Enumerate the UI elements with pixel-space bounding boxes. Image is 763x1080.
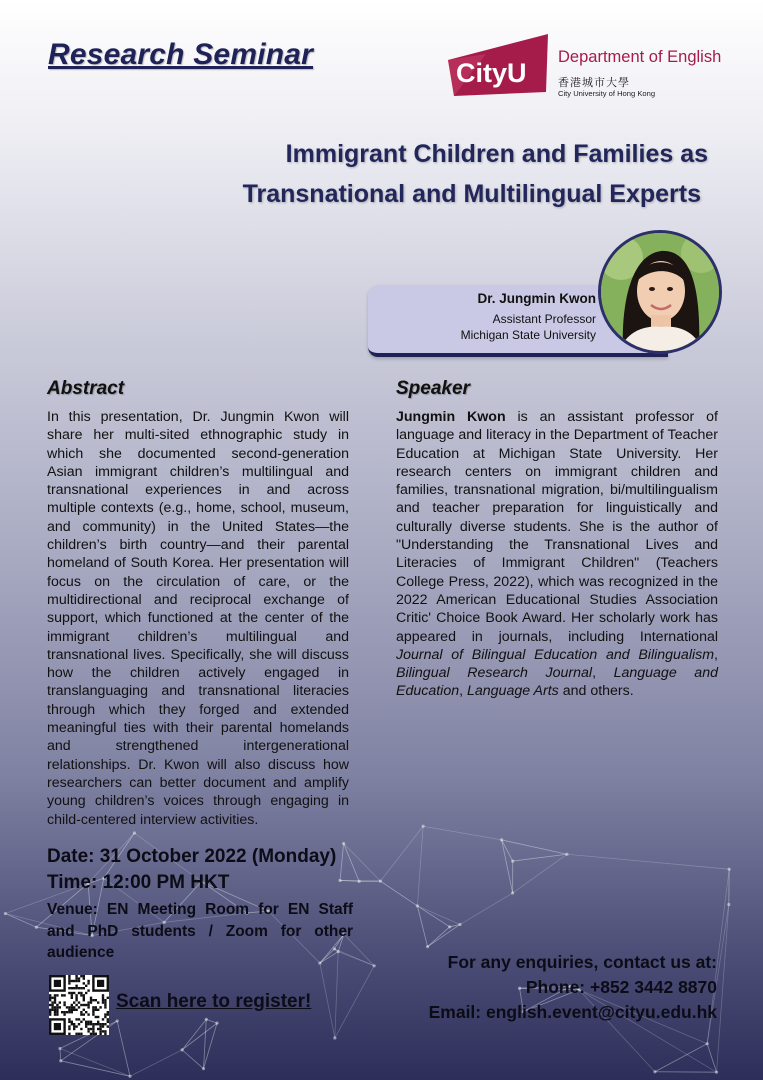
seminar-title-line-1: Immigrant Children and Families as [285, 140, 708, 168]
journal-le: Language and Education [396, 665, 718, 700]
seminar-title-line-2: Transnational and Multilingual Experts [242, 180, 701, 208]
registration-qr-code[interactable] [49, 975, 109, 1035]
abstract-heading: Abstract [47, 378, 125, 399]
event-date: Date: 31 October 2022 (Monday) [47, 846, 337, 867]
cityu-logo-mark-icon [446, 30, 552, 100]
speaker-photo-icon [601, 233, 719, 351]
university-chinese-name: 香港城市大學 [558, 76, 630, 89]
abstract-text: In this presentation, Dr. Jungmin Kwon will share her multi-sited ethnographic study in which she documented second-generation Asian immigrant children’s multilingual and transnational experiences in and across multiple contexts (e.g., home, school, museum, and community) in the United States—the children’s birth country—and their parental homeland of South Korea. Her presentation will focus on the circulation of care, or the multidirectional and reciprocal exchange of support, which functioned at the center of the immigrant children’s multilingual and transnational lives. Specifically, she will discuss how the children actively engaged in translanguaging and transnational literacies through which they forged and extended meaningful ties with their parental homelands and strengthened intergenerational relationships. Dr. Kwon will also discuss how researchers can better document and amplify young children’s voices through engaging in child-centered interview activities. [47, 409, 349, 828]
speaker-bio-name: Jungmin Kwon [396, 409, 506, 425]
cityu-logo [446, 30, 736, 102]
speaker-card-name: Dr. Jungmin Kwon [477, 291, 596, 306]
university-name: City University of Hong Kong [558, 89, 656, 98]
qr-code-icon [49, 975, 109, 1035]
department-name: Department of English [558, 48, 722, 66]
speaker-bio [396, 408, 718, 701]
speaker-bio-separator-3: , [459, 683, 467, 700]
speaker-avatar [598, 230, 722, 354]
page-heading: Research Seminar [48, 38, 314, 71]
speaker-bio-separator-2: , [592, 665, 614, 682]
logo-brand: CityU [456, 58, 527, 88]
speaker-card-affiliation: Michigan State University [460, 328, 596, 342]
journal-brj: Bilingual Research Journal [396, 665, 593, 682]
contact-heading: For any enquiries, contact us at: [447, 952, 717, 972]
journal-jbeb: Journal of Bilingual Education and Bilingualism [396, 646, 715, 663]
speaker-heading: Speaker [396, 378, 470, 399]
speaker-bio-text: is an assistant professor of language and literacy in the Department of Teacher Education at Michigan State University. Her research centers on immigrant children and families, transnational migration, bi/multilingualism and teacher preparation for linguistically and culturally diverse students. She is the author of "Understanding the Transnational Lives and Literacies of Immigrant Children" (Teachers College Press, 2022), which was recognized in the 2022 American Educational Studies Association Critic' Choice Book Award. Her scholarly work has appeared in journals, including International [396, 409, 718, 645]
event-venue: Venue: EN Meeting Room for EN Staff and PhD students / Zoom for other audience [47, 901, 353, 961]
speaker-bio-end: and others. [558, 683, 634, 700]
contact-email[interactable]: Email: english.event@cityu.edu.hk [428, 1002, 717, 1022]
contact-phone: Phone: +852 3442 8870 [525, 977, 717, 997]
journal-la: Language Arts [467, 683, 559, 700]
speaker-bio-separator-1: , [714, 646, 718, 663]
event-time: Time: 12:00 PM HKT [47, 872, 230, 893]
register-link[interactable]: Scan here to register! [116, 991, 312, 1012]
speaker-card-position: Assistant Professor [492, 312, 596, 326]
